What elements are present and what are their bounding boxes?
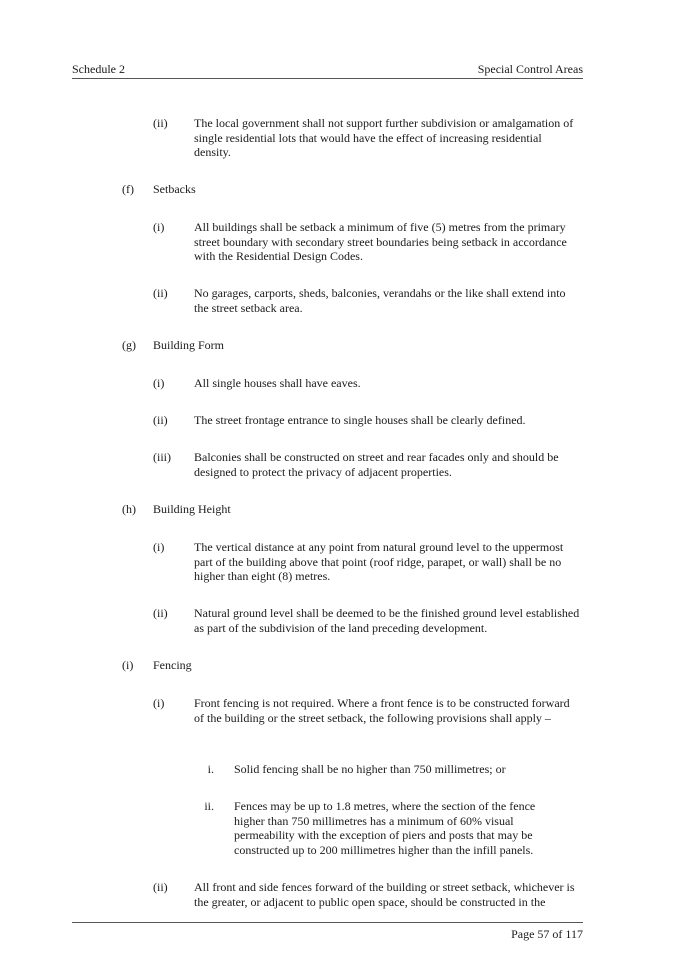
section-letter: (g) bbox=[122, 338, 136, 352]
section-letter: (h) bbox=[122, 502, 136, 516]
clause-number: (ii) bbox=[153, 880, 168, 894]
section-heading: Fencing bbox=[153, 658, 192, 672]
clause-text: The street frontage entrance to single houses shall be clearly defined. bbox=[194, 413, 526, 427]
clause-number: (i) bbox=[153, 696, 165, 710]
section-heading: Building Form bbox=[153, 338, 225, 352]
clause-number: (ii) bbox=[153, 116, 168, 130]
page-header bbox=[72, 60, 583, 79]
sub-clause-text: Solid fencing shall be no higher than 750 millimetres; or bbox=[234, 762, 506, 776]
clause-number: (ii) bbox=[153, 606, 168, 620]
clause-number: (i) bbox=[153, 220, 165, 234]
clause-text: No garages, carports, sheds, balconies, verandahs or the like shall extend into the street setback area. bbox=[194, 286, 566, 315]
clause-text: Natural ground level shall be deemed to be the finished ground level established as part of the subdivision of the land preceding development. bbox=[194, 606, 580, 635]
clause-number: (ii) bbox=[153, 286, 168, 300]
sub-clause-number: ii. bbox=[204, 799, 214, 813]
section-letter: (i) bbox=[122, 658, 134, 672]
clause-text: Balconies shall be constructed on street and rear facades only and should be designed to protect the privacy of adjacent properties. bbox=[194, 450, 559, 479]
clause-text: The local government shall not support further subdivision or amalgamation of single residential lots that would have the effect of increasing residential density. bbox=[194, 116, 574, 160]
sub-clause-text: Fences may be up to 1.8 metres, where the section of the fence higher than 750 millimetres has a minimum of 60% visual permeability with the exception of piers and posts that may be constructed up to 200 millimetres higher than the infill panels. bbox=[234, 799, 536, 857]
clause-text: The vertical distance at any point from natural ground level to the uppermost part of the building above that point (roof ridge, parapet, or wall) shall be no higher than eight (8) metres. bbox=[194, 540, 564, 584]
page-footer bbox=[72, 922, 583, 953]
page-number: Page 57 of 117 bbox=[511, 927, 583, 941]
clause-text: Front fencing is not required. Where a front fence is to be constructed forward of the building or the street setback, the following provisions shall apply – bbox=[194, 696, 570, 725]
clause-text: All front and side fences forward of the building or street setback, whichever is the greater, or adjacent to public open space, should be constructed in the bbox=[194, 880, 575, 909]
clause-text: All buildings shall be setback a minimum of five (5) metres from the primary street boundary with secondary street boundaries being setback in accordance with the Residential Design Codes. bbox=[194, 220, 567, 264]
section-heading: Building Height bbox=[153, 502, 231, 516]
schedule-label: Schedule 2 bbox=[72, 62, 125, 76]
section-title: Special Control Areas bbox=[477, 62, 583, 76]
clause-number: (i) bbox=[153, 376, 165, 390]
section-letter: (f) bbox=[122, 182, 134, 196]
section-heading: Setbacks bbox=[153, 182, 196, 196]
clause-number: (i) bbox=[153, 540, 165, 554]
clause-number: (ii) bbox=[153, 413, 168, 427]
clause-number: (iii) bbox=[153, 450, 171, 464]
clause-text: All single houses shall have eaves. bbox=[194, 376, 361, 390]
sub-clause-number: i. bbox=[207, 762, 214, 776]
